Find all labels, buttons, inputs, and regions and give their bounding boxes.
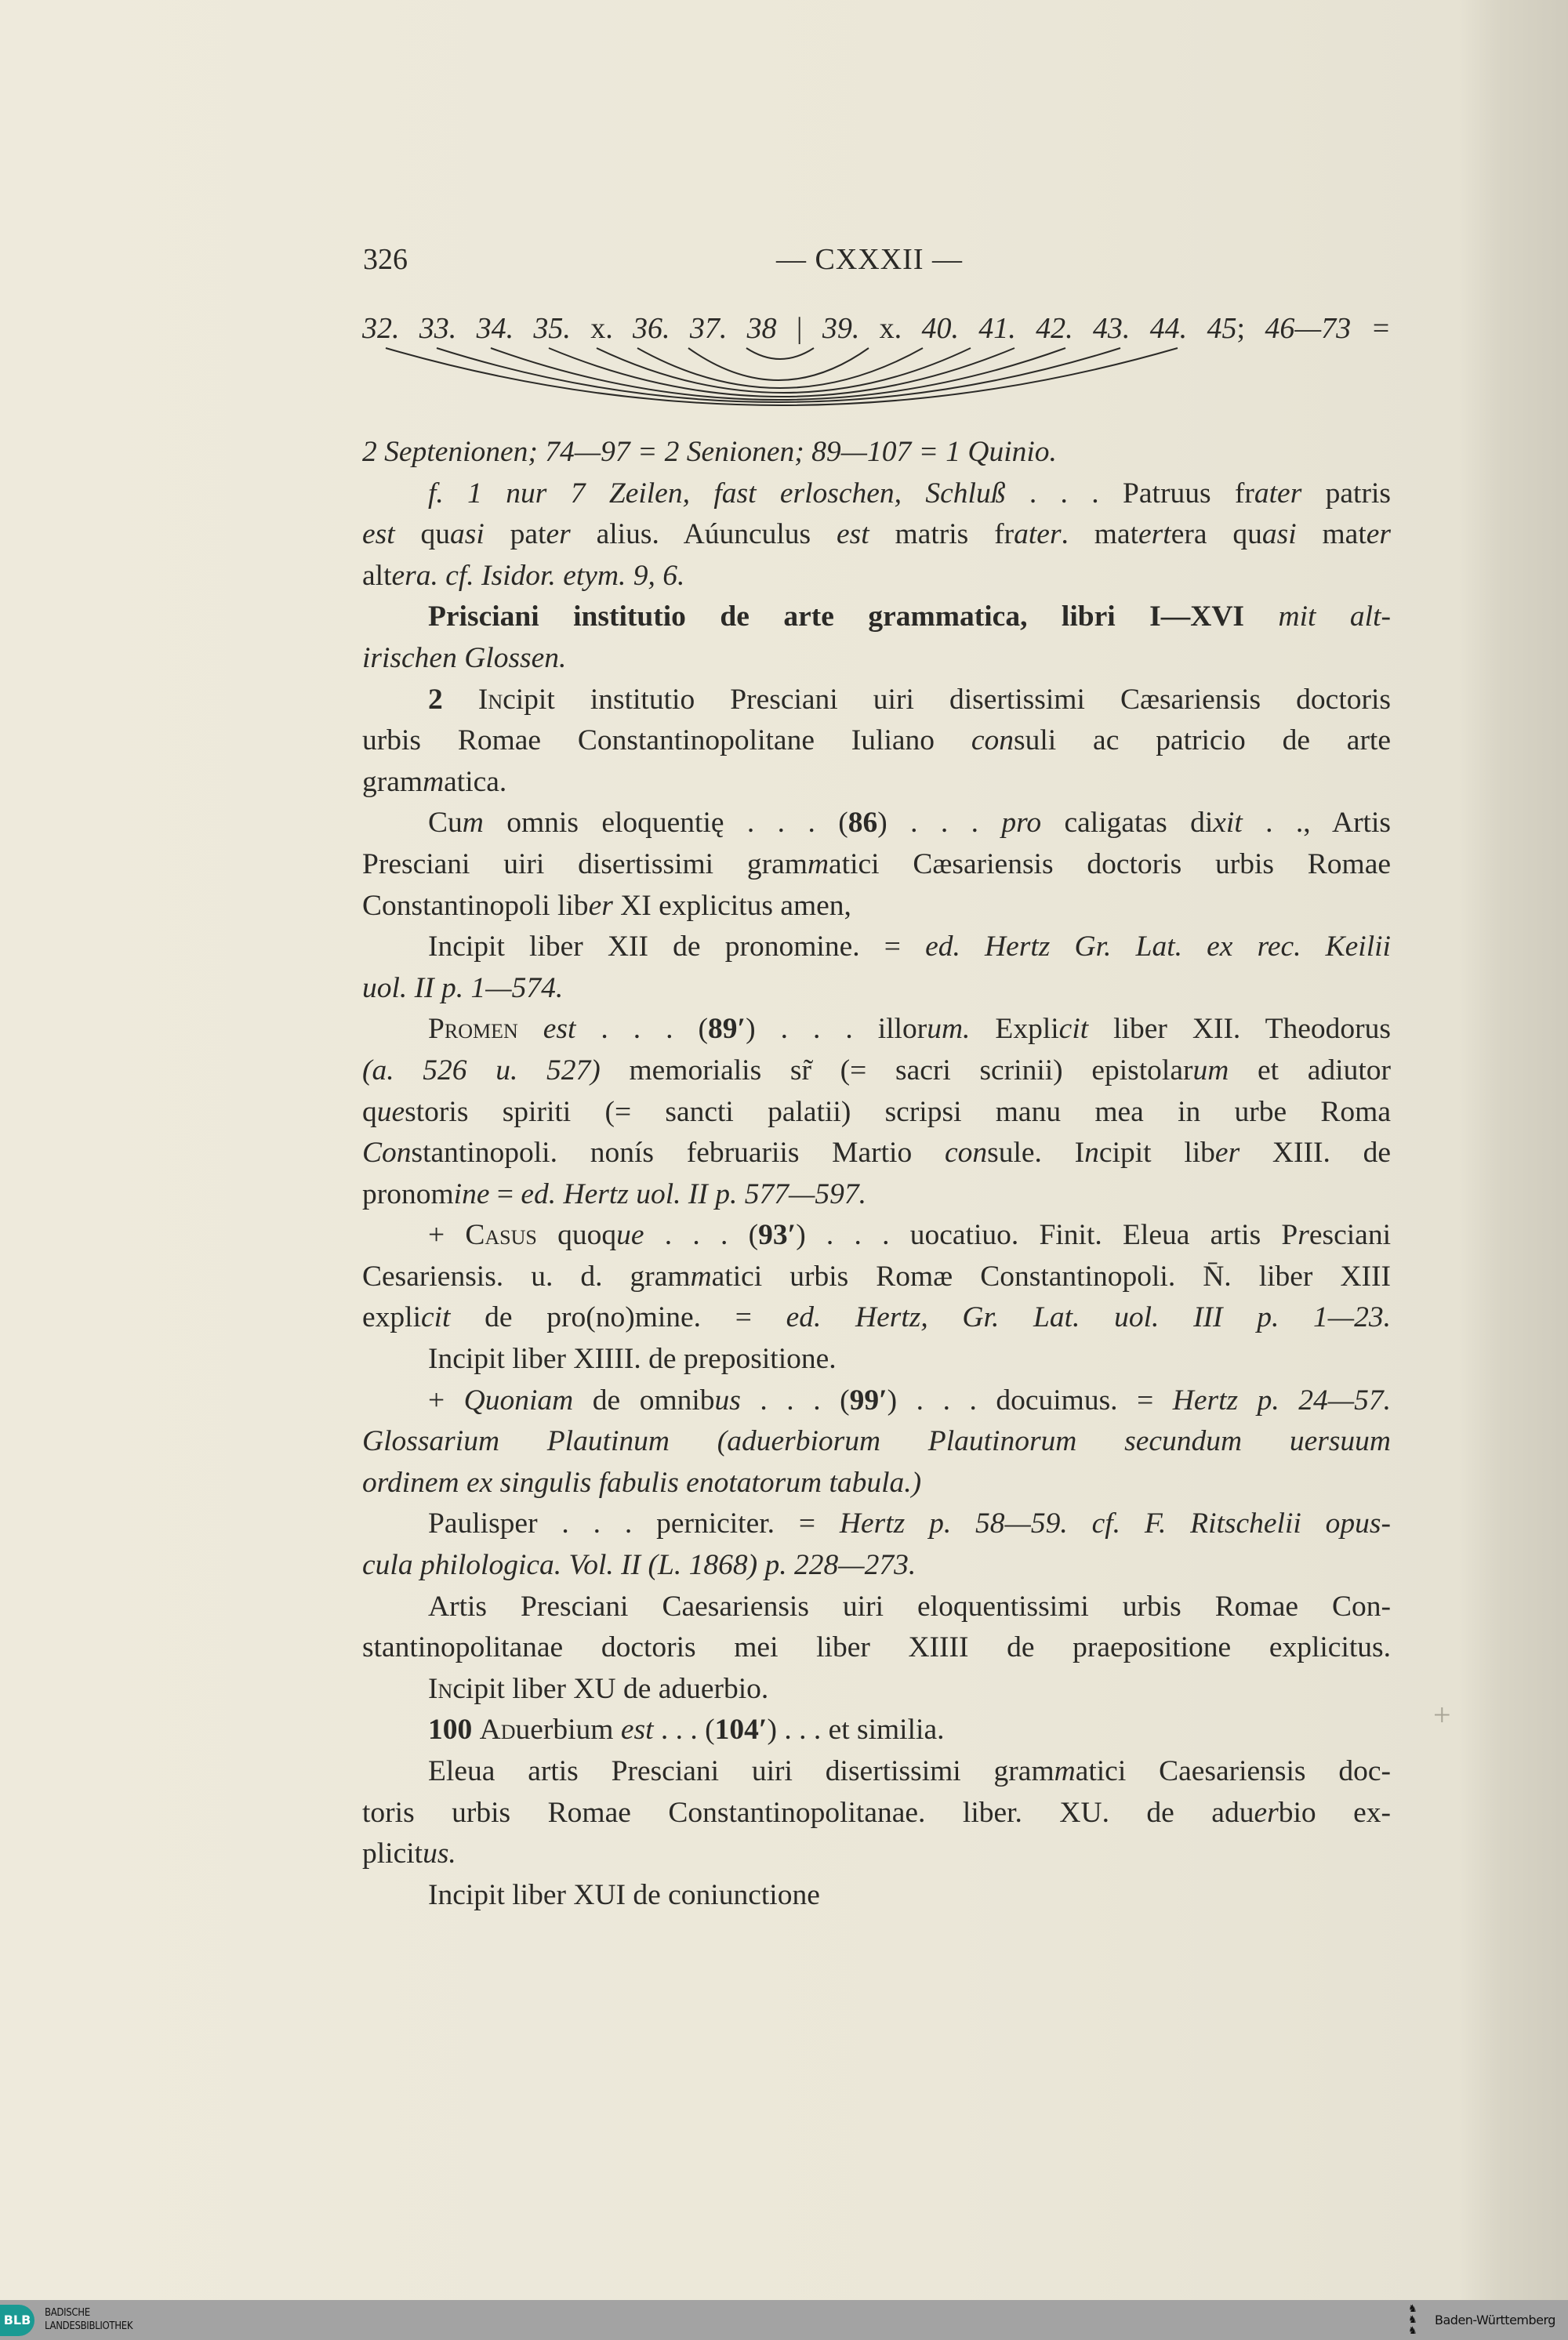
italic-text: ordinem ex singulis fabulis enotatorum tabula.): [362, 1466, 922, 1499]
text: q: [362, 1095, 377, 1128]
text: esciani: [1308, 1219, 1391, 1252]
margin-mark: +: [1433, 1697, 1451, 1732]
italic-text: cf. Isidor. etym. 9, 6.: [445, 559, 685, 592]
italic-text: ue: [376, 1095, 405, 1128]
bold-text: 100: [428, 1714, 480, 1747]
text: Paulisper . . . perniciter. =: [428, 1507, 840, 1540]
text: cipit lib: [1098, 1137, 1215, 1170]
text: urbis Romae Constantinopolitane Iuliano: [362, 724, 971, 757]
italic-text: irischen Glossen.: [362, 641, 567, 674]
italic-text: ater: [1014, 518, 1062, 551]
text: Artis Presciani Caesariensis uiri eloquentissimi urbis Romae Con-: [428, 1590, 1391, 1623]
text: ) . . .: [877, 807, 1002, 840]
bold-text: 2: [428, 683, 478, 716]
text-line: [362, 680, 1391, 721]
italic-text: con: [971, 724, 1014, 757]
text: caligatas di: [1041, 807, 1214, 840]
text: pat: [484, 518, 546, 551]
text-line: [362, 844, 1391, 886]
text: . . . (: [644, 1219, 759, 1252]
text-line: [362, 1710, 1391, 1751]
text: liber XII. Theodorus: [1088, 1013, 1391, 1046]
text: uerbium: [515, 1714, 621, 1747]
text: de pro(no)mine. =: [450, 1301, 786, 1334]
text: er: [1171, 518, 1194, 551]
text-line: [362, 1133, 1391, 1174]
italic-text: er: [546, 518, 571, 551]
text-line: [362, 1669, 1391, 1711]
quire-arc: [597, 348, 971, 393]
italic-text: 40. 41. 42. 43. 44. 45: [921, 312, 1237, 345]
text: atica.: [444, 765, 507, 798]
text: sule. I: [987, 1137, 1085, 1170]
bold-text: 86: [848, 807, 878, 840]
text-line: [362, 1627, 1391, 1669]
footer-bar: [0, 2300, 1568, 2340]
italic-text: er: [1214, 1137, 1240, 1170]
text-line: [362, 927, 1391, 968]
lion-crest-icon: ♞ ♞ ♞: [1408, 2302, 1417, 2336]
text-line: [362, 762, 1391, 804]
text: plicit: [362, 1838, 423, 1870]
italic-text: cit: [1058, 1013, 1089, 1046]
text: ;: [1236, 312, 1265, 345]
italic-text: 36. 37. 38: [633, 312, 797, 345]
italic-text: Quoniam: [463, 1384, 574, 1417]
italic-text: m: [462, 807, 484, 840]
text-line: [362, 1339, 1391, 1380]
text: P: [428, 1013, 445, 1046]
small-caps-text: n: [437, 1672, 453, 1705]
italic-text: pro: [1001, 807, 1042, 840]
text-line: [362, 1834, 1391, 1875]
text: I: [477, 683, 488, 716]
italic-text: Glossarium Plautinum (aduerbiorum Plautinorum secundum uersuum: [362, 1425, 1391, 1458]
text-line: [362, 514, 1391, 556]
text-line: [362, 1793, 1391, 1834]
italic-text: 32. 33. 34. 35.: [362, 312, 591, 345]
quire-arc: [746, 348, 814, 359]
italic-text: 39.: [822, 312, 880, 345]
italic-text: um.: [927, 1013, 971, 1046]
text: . . . (: [653, 1714, 715, 1747]
text: Incipit liber XII de pronomine. =: [428, 931, 926, 963]
quire-arc: [688, 348, 869, 380]
italic-text: Con: [362, 1137, 412, 1170]
text: + C: [428, 1219, 485, 1252]
library-name-line-1: BADISCHE: [45, 2307, 90, 2319]
text: expli: [362, 1301, 421, 1334]
text: alius. Aúunculus: [570, 518, 837, 551]
bold-text: 104′: [714, 1714, 768, 1747]
bold-text: 89′: [708, 1013, 746, 1046]
text: ) . . . illor: [746, 1013, 927, 1046]
text: Cu: [428, 807, 463, 840]
italic-text: ed. Hertz, Gr. Lat. uol. III p. 1—23.: [786, 1301, 1391, 1334]
italic-text: m: [1054, 1755, 1076, 1787]
text: suli ac patricio de arte: [1014, 724, 1391, 757]
italic-text: (a. 526 u. 527): [362, 1054, 601, 1087]
italic-text: est: [543, 1013, 576, 1046]
text-line: [362, 1380, 1391, 1422]
italic-text: m: [690, 1260, 712, 1293]
text: Presciani uiri disertissimi gram: [362, 847, 808, 880]
text: [438, 560, 445, 592]
text: a qu: [1193, 518, 1262, 551]
text: ) . . . docuimus. =: [887, 1384, 1173, 1417]
text-line: [362, 1463, 1391, 1504]
italic-text: era.: [391, 559, 438, 592]
text-line: [362, 1297, 1391, 1339]
text: pronom: [362, 1177, 454, 1210]
text-line: [362, 556, 1391, 597]
text-line: [362, 1504, 1391, 1545]
bold-text: 99′: [849, 1384, 887, 1417]
italic-text: cula philologica. Vol. II (L. 1868) p. 228—273.: [362, 1549, 916, 1582]
text: Cesariensis. u. d. gram: [362, 1260, 691, 1293]
italic-text: f. 1 nur 7 Zeilen, fast erloschen, Schluß: [428, 477, 1006, 510]
italic-text: er: [1366, 518, 1391, 551]
text: Expli: [970, 1013, 1059, 1046]
text: =: [489, 1177, 521, 1210]
text-line: [362, 1875, 1391, 1917]
small-caps-text: n: [488, 683, 503, 716]
text: storis spiriti (= sancti palatii) scripsi manu mea in urbe Roma: [405, 1095, 1391, 1128]
text: stantinopoli. nonís februariis Martio: [411, 1137, 945, 1170]
italic-text: ater: [1254, 477, 1302, 510]
italic-text: asi: [1261, 518, 1297, 551]
text: patris: [1301, 477, 1391, 510]
text: [518, 1013, 543, 1045]
italic-text: ed. Hertz Gr. Lat. ex rec. Keilii: [925, 931, 1391, 963]
text-line: [362, 803, 1391, 844]
italic-text: est: [362, 518, 395, 551]
library-name: [45, 2306, 132, 2333]
italic-text: ed. Hertz uol. II p. 577—597.: [521, 1177, 866, 1210]
text: Constantinopoli lib: [362, 889, 589, 922]
text: x.: [590, 312, 633, 345]
text-line: [362, 1174, 1391, 1216]
italic-text: ue: [616, 1219, 644, 1252]
italic-text: xit: [1213, 807, 1243, 840]
body-text: [362, 432, 1391, 1916]
text: omnis eloquentię . . . (: [483, 807, 848, 840]
quire-arc: [637, 348, 923, 388]
italic-text: m: [423, 765, 445, 798]
text-line: [362, 432, 1391, 473]
text-line: [362, 1545, 1391, 1587]
text: stantinopolitanae doctoris mei liber XIIII de praepositione explicitus.: [362, 1631, 1391, 1664]
text: ) . . . uocatiuo. Finit. Eleua artis P: [796, 1219, 1298, 1252]
italic-text: ert: [1138, 518, 1171, 551]
text-line: [362, 1009, 1391, 1050]
text-line: [362, 1215, 1391, 1257]
text-line: [362, 473, 1391, 515]
text: x.: [879, 312, 922, 345]
italic-text: um: [1192, 1054, 1229, 1087]
text: cipit institutio Presciani uiri disertissimi Cæsariensis doctoris: [503, 683, 1391, 716]
text: qu: [394, 518, 451, 551]
text: atici Cæsariensis doctoris urbis Romae: [829, 847, 1391, 880]
text-line: [362, 1587, 1391, 1628]
text: quoq: [536, 1219, 617, 1252]
text-line: [362, 638, 1391, 680]
library-name-line-2: LANDESBIBLIOTHEK: [45, 2320, 133, 2332]
bold-text: 93′: [758, 1219, 797, 1252]
italic-text: m: [807, 847, 829, 880]
text-line: [362, 1751, 1391, 1793]
italic-text: er: [1254, 1796, 1279, 1829]
text-line: [362, 1257, 1391, 1298]
text: toris urbis Romae Constantinopolitanae. liber. XU. de adu: [362, 1796, 1254, 1829]
text: atici urbis Romæ Constantinopoli. N̄. liber XIII: [711, 1260, 1391, 1293]
small-caps-text: romen: [444, 1013, 518, 1046]
text: de omnib: [573, 1384, 715, 1417]
italic-text: uol. II p. 1—574.: [362, 971, 564, 1004]
italic-text: 46—73 =: [1265, 312, 1392, 345]
italic-text: asi: [450, 518, 485, 551]
text: +: [428, 1384, 464, 1417]
text: A: [479, 1714, 501, 1747]
italic-text: Hertz p. 58—59. cf. F. Ritschelii opus-: [839, 1507, 1391, 1540]
small-caps-text: d: [500, 1714, 516, 1747]
quire-arcs-diagram: [0, 0, 1568, 470]
italic-text: er: [588, 889, 613, 922]
italic-text: est: [837, 518, 869, 551]
italic-text: n: [1084, 1137, 1099, 1170]
italic-text: ine: [453, 1177, 490, 1210]
text: memorialis sr̃ (= sacri scrinii) epistolar: [600, 1054, 1193, 1087]
text: atici Caesariensis doc-: [1075, 1755, 1391, 1787]
italic-text: con: [944, 1137, 988, 1170]
text: et adiutor: [1229, 1054, 1391, 1087]
text-line: [362, 720, 1391, 762]
italic-text: 2 Septenionen; 74—97 = 2 Senionen; 89—107 = 1 Quinio.: [362, 436, 1057, 468]
italic-text: est: [620, 1714, 654, 1747]
small-caps-text: asus: [485, 1219, 537, 1252]
bold-text: Prisciani institutio de arte grammatica, libri I—XVI: [428, 600, 1245, 633]
italic-text: cit: [420, 1301, 451, 1334]
text: alt: [362, 559, 392, 592]
text: . mat: [1061, 518, 1139, 551]
text: I: [428, 1672, 438, 1705]
italic-text: Hertz p. 24—57.: [1172, 1384, 1391, 1417]
italic-text: us.: [423, 1838, 456, 1870]
text-line: [362, 968, 1391, 1010]
running-head: — CXXXII —: [776, 243, 963, 276]
text-line: [362, 1050, 1391, 1092]
text: bio ex-: [1278, 1796, 1391, 1829]
text-line: [362, 597, 1391, 638]
text-line: [362, 1092, 1391, 1134]
text: |: [796, 312, 822, 345]
text: . . . (: [575, 1013, 709, 1046]
text: . . . Patruus fr: [1005, 477, 1254, 510]
text: gram: [362, 765, 423, 798]
blb-logo: BLB: [0, 2305, 34, 2336]
text: XI explicitus amen,: [612, 889, 851, 922]
text-line: [362, 886, 1391, 927]
text-line: [362, 1421, 1391, 1463]
italic-text: us: [714, 1384, 741, 1417]
italic-text: r: [1298, 1219, 1309, 1252]
text: matris fr: [869, 518, 1014, 551]
text: cipit liber XU de aduerbio.: [452, 1672, 769, 1705]
quire-arc: [437, 348, 1120, 402]
text: ) . . . et similia.: [767, 1714, 945, 1747]
text: Incipit liber XIIII. de prepositione.: [428, 1343, 837, 1376]
state-name: Baden-Württemberg: [1435, 2313, 1555, 2327]
text: Incipit liber XUI de coniunctione: [428, 1878, 820, 1911]
text: XIII. de: [1240, 1137, 1391, 1170]
text: . ., Artis: [1242, 807, 1391, 840]
text: . . . (: [740, 1384, 850, 1417]
page-number: 326: [363, 243, 408, 276]
text: Eleua artis Presciani uiri disertissimi gram: [428, 1755, 1054, 1787]
italic-text: mit alt-: [1244, 600, 1391, 633]
text: mat: [1296, 518, 1367, 551]
